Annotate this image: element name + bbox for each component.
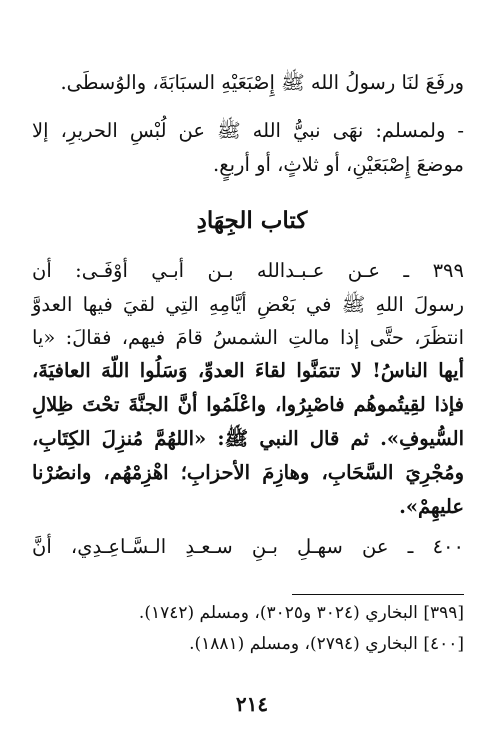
text-line: ورفَعَ لنَا رسولُ الله ﷺ إِصْبَعَيْهِ السبَابَةَ، والوُسطَى. [60, 71, 464, 94]
hadith-line: عليهِمْ». [399, 495, 464, 518]
hadith-line: أيها الناسُ! لا تتمَنَّوا لقاءَ العدوِّ، وَسَلُوا اللّهَ العافيَةَ، [32, 359, 464, 382]
text-line: موضعَ إِصْبَعَيْنِ، أو ثلاثٍ، أو أربعٍ. [213, 153, 464, 176]
hadith-line: السُّيوفِ». ثم قال النبي ﷺ: «اللهُمَّ مُنزِلَ الكِتَابِ، [32, 427, 464, 450]
hadith-line: ومُجْرِيَ السَّحَابِ، وهازِمَ الأحزابِ؛ اهْزِمْهُم، وانصُرْنا [32, 461, 464, 484]
text-line: - ولمسلم: نهَى نبيُّ الله ﷺ عن لُبْسِ الحريرِ، إلا [32, 119, 464, 142]
hadith-line: فإذا لقِيتُموهُم فاصْبِرُوا، واعْلَمُوا أنَّ الجنَّةَ تحْتَ ظِلالِ [32, 393, 464, 416]
footnote: [٤٠٠] البخاري (٢٧٩٤)، ومسلم (١٨٨١). [189, 634, 464, 654]
section-heading: كتاب الجِهَادِ [196, 207, 308, 234]
footnote: [٣٩٩] البخاري (٣٠٢٤ و٣٠٢٥)، ومسلم (١٧٤٢). [138, 603, 464, 623]
page-number: ٢١٤ [235, 692, 269, 716]
hadith-line: ٤٠٠ ـ عن سهـلِ بـنِ سـعـدِ الـسَّـاعِـدِي، أنَّ [32, 535, 464, 558]
footnote-divider [292, 594, 464, 595]
hadith-line: ٣٩٩ ـ عـن عـبـدالله بـن أبـي أوْفَـى: أن [32, 259, 464, 282]
hadith-line: انتظَرَ، حتَّى إذا مالتِ الشمسُ قامَ فيهم، فقالَ: «يا [32, 326, 464, 349]
hadith-line: رسولَ اللهِ ﷺ في بَعْضِ أيَّامِهِ التِي لقيَ فيها العدوَّ [32, 293, 464, 316]
